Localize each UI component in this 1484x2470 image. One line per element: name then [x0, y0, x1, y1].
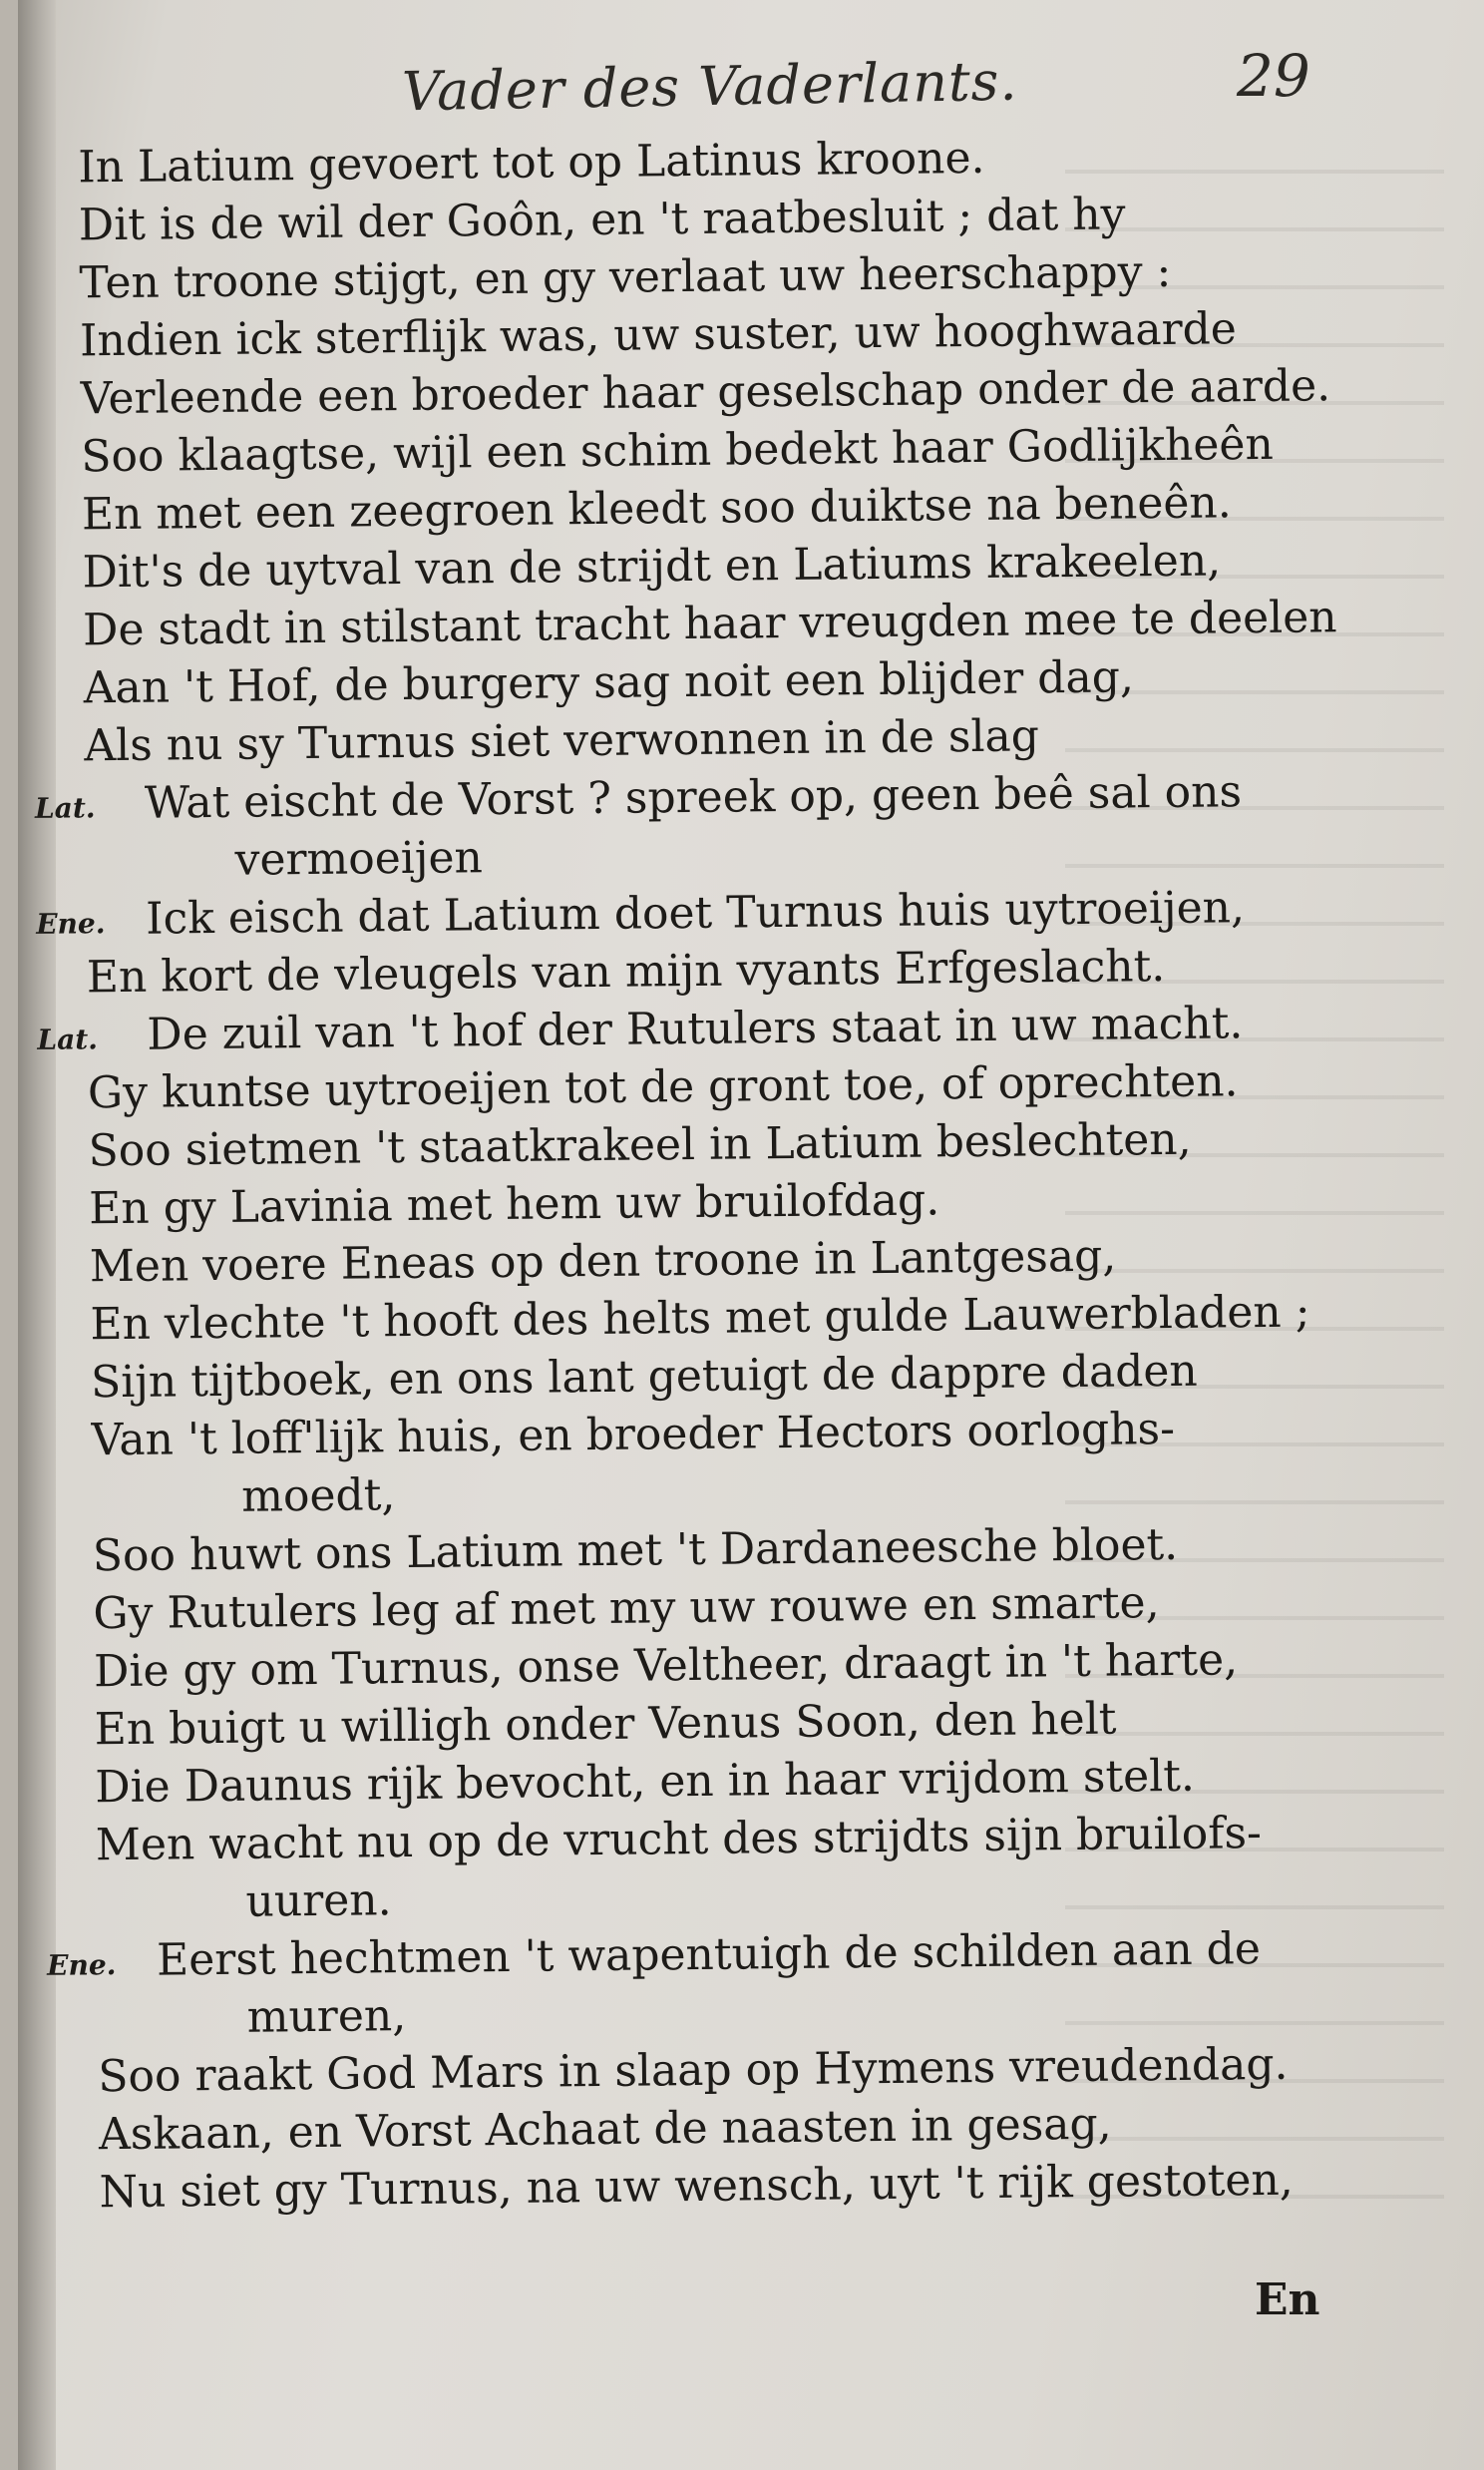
book-page	[18, 0, 1484, 2470]
verse-text: De zuil van 't hof der Rutulers staat in uw macht.	[147, 998, 1244, 1060]
verse-text: Men wacht nu op de vrucht des strijdts sijn bruilofs-	[95, 1808, 1263, 1871]
verse-text: Sijn tijtboek, en ons lant getuigt de dappre daden	[90, 1345, 1198, 1409]
verse-text: Die Daunus rijk bevocht, en in haar vrijdom stelt.	[95, 1750, 1196, 1814]
verse-text: En kort de vleugels van mijn vyants Erfgeslacht.	[86, 941, 1166, 1004]
verse-text: Indien ick sterflijk was, uw suster, uw hooghwaarde	[79, 303, 1238, 367]
page-number: 29	[1237, 42, 1310, 110]
verse-text: Van 't loff'lijk huis, en broeder Hectors oorloghs-	[91, 1403, 1176, 1466]
verse-text: En vlechte 't hooft des helts met gulde Lauwerbladen ;	[90, 1286, 1310, 1351]
verse-text: Ten troone stijgt, en gy verlaat uw heerschappy :	[79, 245, 1172, 309]
speaker-label: Ene.	[36, 907, 106, 941]
verse-text: De stadt in stilstant tracht haar vreugden mee te deelen	[82, 592, 1337, 656]
verse-text: In Latium gevoert tot op Latinus kroone.	[78, 132, 985, 194]
verse-text: Als nu sy Turnus siet verwonnen in de slag	[84, 710, 1040, 772]
catchword: En	[1255, 2274, 1320, 2325]
verse-continuation: moedt,	[240, 1469, 396, 1522]
speaker-label: Lat.	[37, 1023, 99, 1056]
verse-text: Eerst hechtmen 't wapentuigh de schilden aan de	[156, 1923, 1262, 1986]
verse-text: Dit is de wil der Goôn, en 't raatbesluit ; dat hy	[78, 189, 1126, 251]
verse-text: Ick eisch dat Latium doet Turnus huis uytroeijen,	[145, 882, 1246, 945]
verse-continuation: uuren.	[245, 1874, 392, 1927]
verse-text: Soo raakt God Mars in slaap op Hymens vreudendag.	[98, 2038, 1289, 2103]
verse-text: Askaan, en Vorst Achaat de naasten in gesag,	[98, 2098, 1112, 2161]
verse-text: Wat eischt de Vorst ? spreek op, geen beê sal ons	[144, 766, 1243, 829]
verse-text: Nu siet gy Turnus, na uw wensch, uyt 't rijk gestoten,	[99, 2154, 1295, 2219]
verse-text: Gy kuntse uytroeijen tot de gront toe, of oprechten.	[87, 1055, 1239, 1119]
verse-text: Dit's de uytval van de strijdt en Latiums krakeelen,	[82, 535, 1222, 599]
verse-text: Verleende een broeder haar geselschap onder de aarde.	[80, 360, 1331, 425]
verse-text: Soo sietmen 't staatkrakeel in Latium beslechten,	[88, 1113, 1192, 1177]
verse-text: Aan 't Hof, de burgery sag noit een blijder dag,	[83, 651, 1135, 714]
verse-text: Die gy om Turnus, onse Veltheer, draagt in 't harte,	[93, 1634, 1239, 1698]
verse-text: Soo klaagtse, wijl een schim bedekt haar Godlijkheên	[81, 418, 1275, 483]
running-head: Vader des Vaderlants.	[401, 49, 1019, 124]
speaker-label: Lat.	[34, 791, 96, 825]
speaker-label: Ene.	[46, 1948, 117, 1982]
verse-text: En gy Lavinia met hem uw bruilofdag.	[88, 1174, 940, 1235]
verse-text: En buigt u willigh onder Venus Soon, den helt	[94, 1693, 1117, 1756]
verse-text-block	[18, 125, 1484, 2223]
verse-text: Gy Rutulers leg af met my uw rouwe en smarte,	[93, 1577, 1160, 1640]
verse-continuation: vermoeijen	[234, 832, 484, 886]
verse-text: Men voere Eneas op den troone in Lantgesag,	[89, 1230, 1117, 1293]
verse-text: Soo huwt ons Latium met 't Dardaneesche bloet.	[92, 1518, 1179, 1582]
verse-text: En met een zeegroen kleedt soo duiktse na beneên.	[81, 477, 1232, 541]
verse-continuation: muren,	[246, 1990, 407, 2043]
